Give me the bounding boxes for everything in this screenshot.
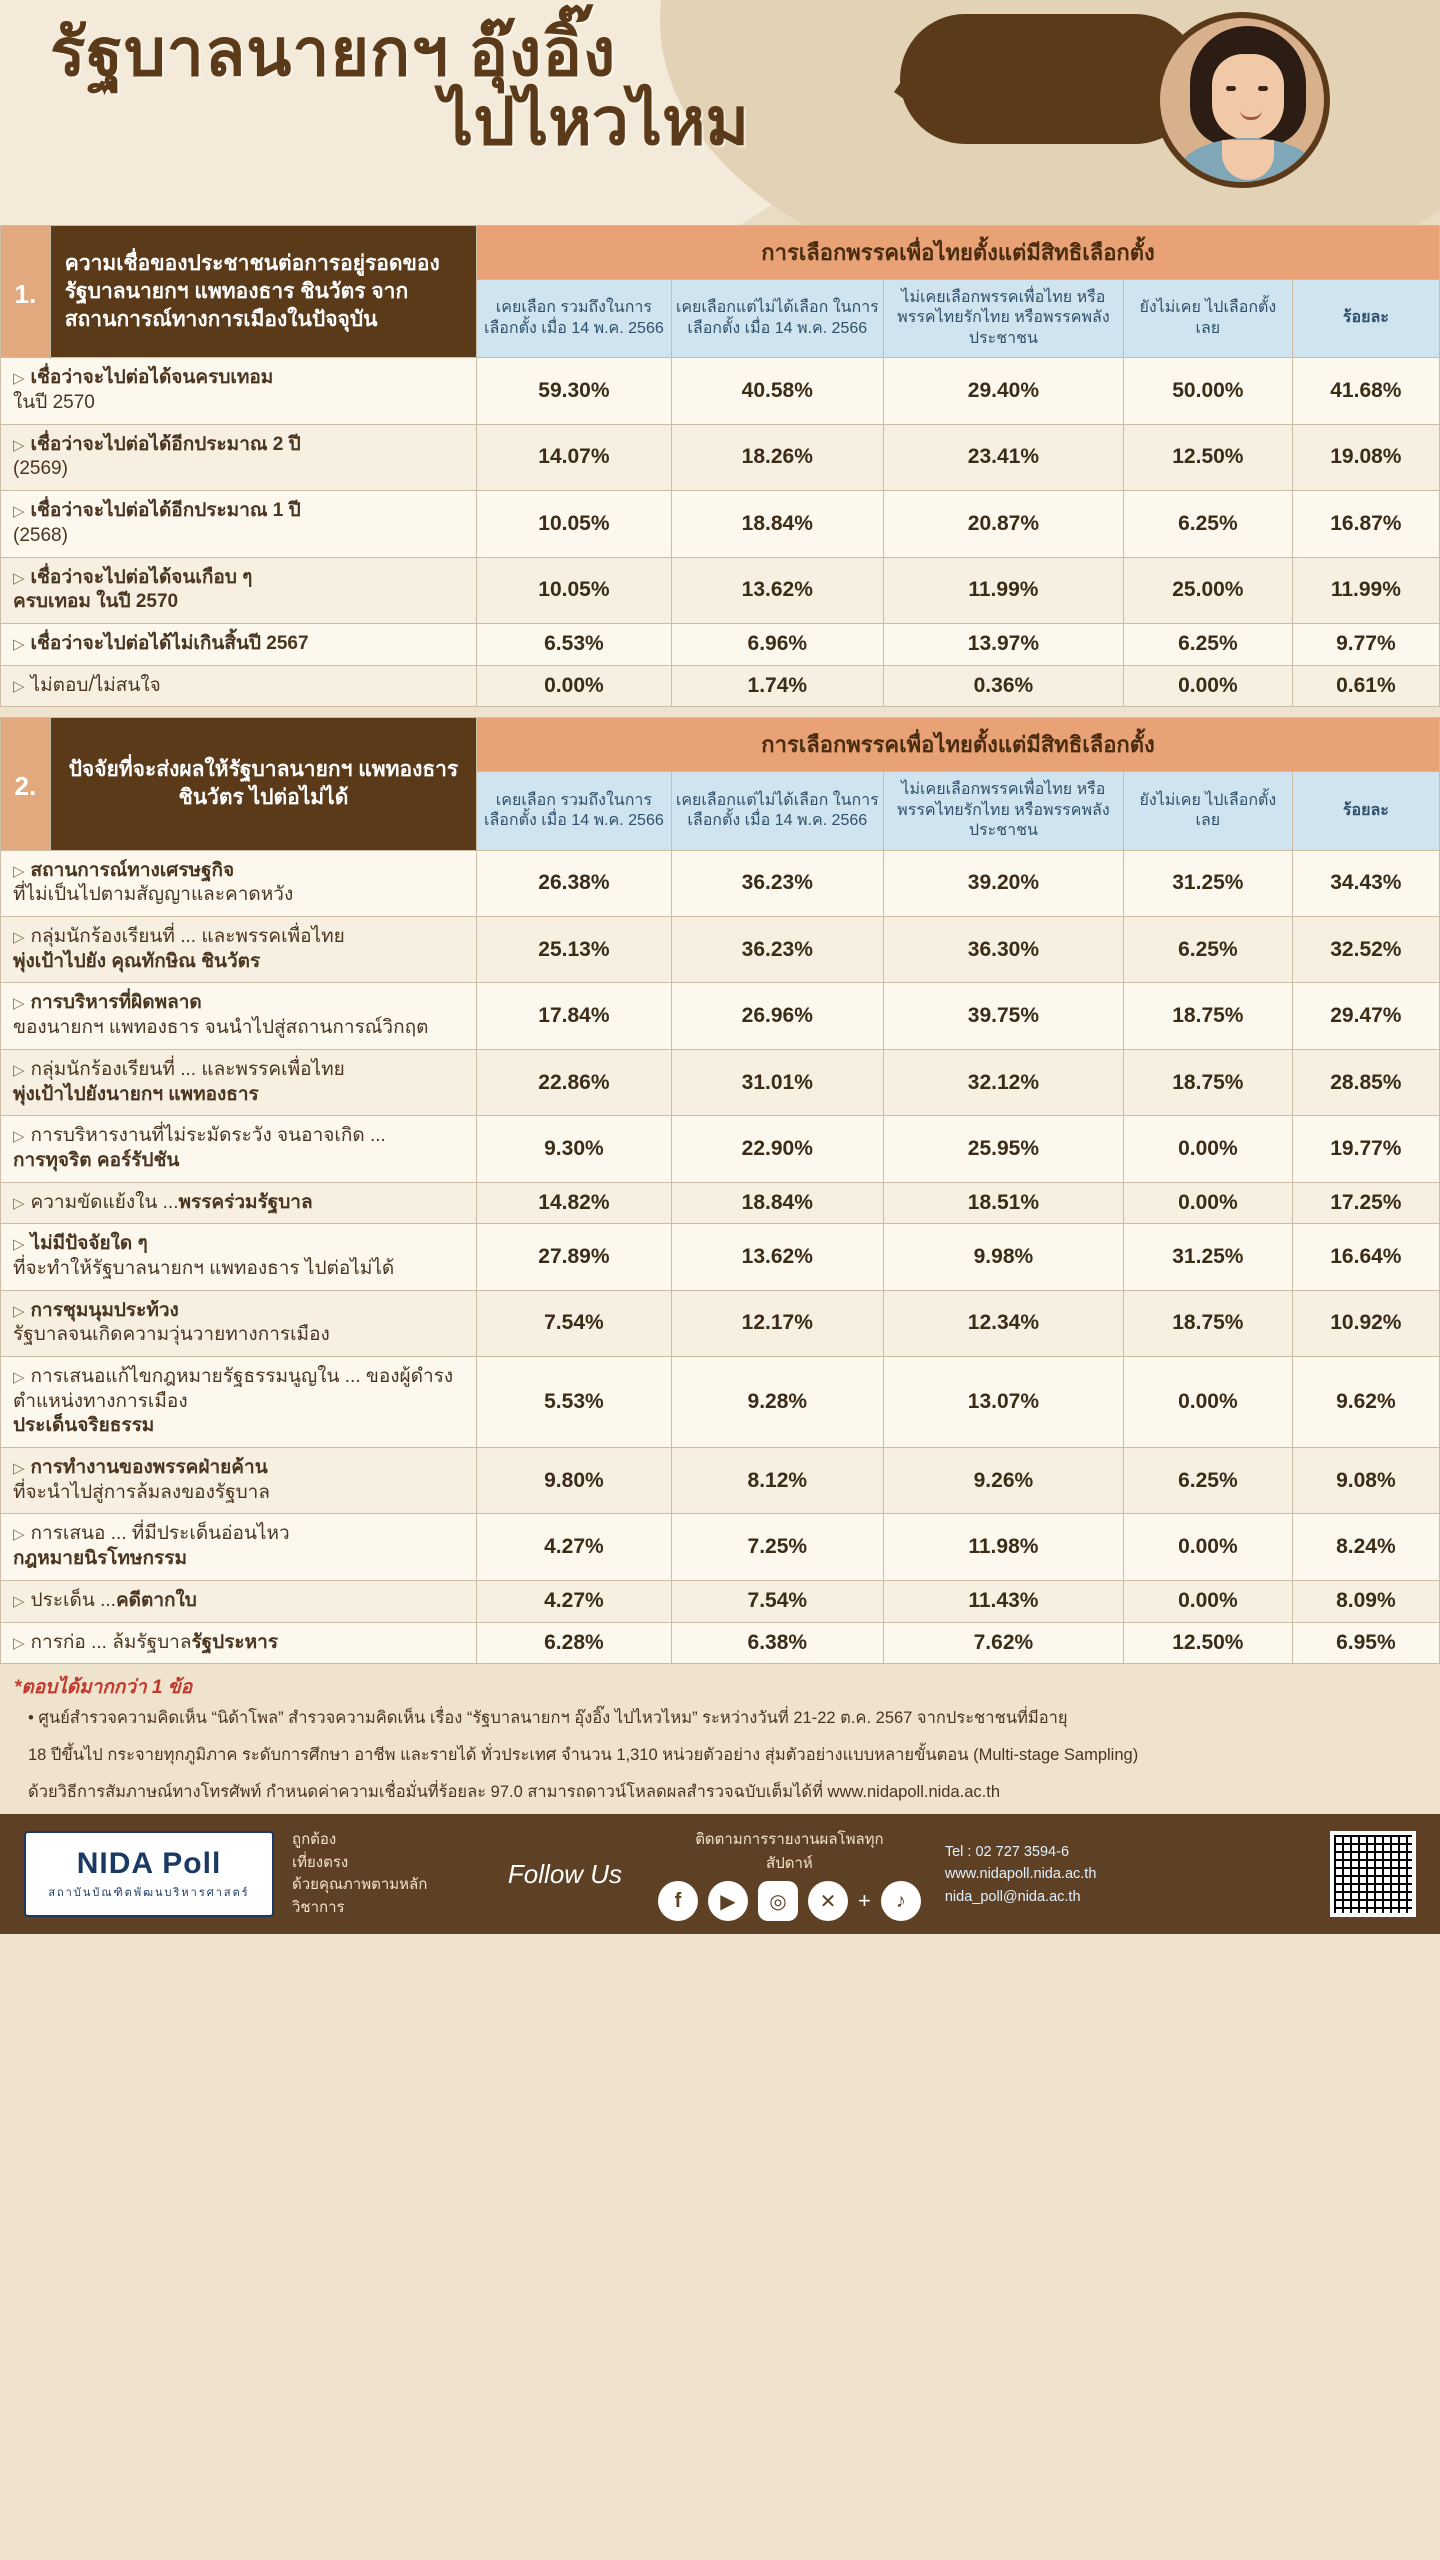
cell-value: 26.96% [671, 983, 883, 1049]
table-row [1, 1290, 1440, 1356]
triangle-icon: ▷ [13, 1369, 25, 1386]
row-label: ▷ การบริหารที่ผิดพลาด ของนายกฯ แพทองธาร จนนำไปสู่สถานการณ์วิกฤต [1, 983, 477, 1049]
cell-value: 6.95% [1292, 1622, 1439, 1664]
cell-value: 13.97% [883, 623, 1123, 665]
cell-value: 50.00% [1123, 358, 1292, 424]
row-label: ▷ การเสนอแก้ไขกฎหมายรัฐธรรมนูญใน ... ของผู้ดำรงตำแหน่งทางการเมือง ประเด็นจริยธรรม [1, 1357, 477, 1448]
cell-value: 10.05% [477, 491, 672, 557]
cell-value: 23.41% [883, 424, 1123, 490]
cell-value: 4.27% [477, 1580, 672, 1622]
cell-value: 29.47% [1292, 983, 1439, 1049]
contact-website[interactable]: www.nidapoll.nida.ac.th [944, 1866, 1097, 1883]
section-2-number: 2. [1, 718, 51, 850]
col-head-2: เคยเลือกแต่ไม่ได้เลือก ในการเลือกตั้ง เมื่อ 14 พ.ค. 2566 [671, 772, 883, 850]
cell-value: 40.58% [671, 358, 883, 424]
table-row [1, 1357, 1440, 1448]
section-2-table [0, 717, 1440, 1664]
table-row [1, 1580, 1440, 1622]
cell-value: 28.85% [1292, 1049, 1439, 1115]
table-row [1, 1049, 1440, 1115]
section-2-band: การเลือกพรรคเพื่อไทยตั้งแต่มีสิทธิเลือกตั้ง [477, 718, 1440, 772]
cell-value: 14.07% [477, 424, 672, 490]
cell-value: 0.00% [1123, 1514, 1292, 1580]
cell-value: 11.98% [883, 1514, 1123, 1580]
cell-value: 25.95% [883, 1116, 1123, 1182]
cell-value: 10.92% [1292, 1290, 1439, 1356]
table-row [1, 1514, 1440, 1580]
survey-note-line-3: ด้วยวิธีการสัมภาษณ์ทางโทรศัพท์ กำหนดค่าความเชื่อมั่นที่ร้อยละ 97.0 สามารถดาวน์โหลดผลสำรวจฉบับเต็มได้ที่ www.nidapoll.nida.ac.th [28, 1782, 1000, 1801]
col-head-5: ร้อยละ [1292, 280, 1439, 358]
cell-value: 41.68% [1292, 358, 1439, 424]
triangle-icon: ▷ [13, 370, 25, 388]
col-head-1: เคยเลือก รวมถึงในการเลือกตั้ง เมื่อ 14 พ.ค. 2566 [477, 280, 672, 358]
cell-value: 13.62% [671, 1224, 883, 1290]
cell-value: 17.84% [477, 983, 672, 1049]
slogan-line-2: เที่ยงตรง [292, 1853, 349, 1871]
row-label: ▷ กลุ่มนักร้องเรียนที่ ... และพรรคเพื่อไทย พุ่งเป้าไปยังนายกฯ แพทองธาร [1, 1049, 477, 1115]
table-row [1, 983, 1440, 1049]
table-row [1, 1224, 1440, 1290]
cell-value: 6.28% [477, 1622, 672, 1664]
multi-answer-note: *ตอบได้มากกว่า 1 ข้อ [14, 1677, 193, 1699]
avatar-face [1212, 54, 1284, 140]
avatar-eye-left [1226, 86, 1236, 91]
cell-value: 39.75% [883, 983, 1123, 1049]
cell-value: 22.90% [671, 1116, 883, 1182]
row-label: ▷ การบริหารงานที่ไม่ระมัดระวัง จนอาจเกิด ... การทุจริต คอร์รัปชัน [1, 1116, 477, 1182]
row-label: ▷ กลุ่มนักร้องเรียนที่ ... และพรรคเพื่อไทย พุ่งเป้าไปยัง คุณทักษิณ ชินวัตร [1, 917, 477, 983]
cell-value: 18.84% [671, 1182, 883, 1224]
cell-value: 32.12% [883, 1049, 1123, 1115]
cell-value: 22.86% [477, 1049, 672, 1115]
row-label: ▷ เชื่อว่าจะไปต่อได้จนครบเทอม ในปี 2570 [1, 358, 477, 424]
section-1-band: การเลือกพรรคเพื่อไทยตั้งแต่มีสิทธิเลือกตั้ง [477, 226, 1440, 280]
triangle-icon: ▷ [13, 569, 25, 587]
triangle-icon: ▷ [13, 436, 25, 454]
triangle-icon: ▷ [13, 862, 25, 880]
cell-value: 5.53% [477, 1357, 672, 1448]
cell-value: 12.50% [1123, 424, 1292, 490]
triangle-icon: ▷ [13, 995, 25, 1013]
triangle-icon: ▷ [13, 1634, 25, 1652]
title-line-1: รัฐบาลนายกฯ อุ๊งอิ๊ง [50, 15, 617, 89]
section-1 [0, 225, 1440, 707]
cell-value: 0.00% [1123, 1357, 1292, 1448]
cell-value: 59.30% [477, 358, 672, 424]
cell-value: 9.62% [1292, 1357, 1439, 1448]
triangle-icon: ▷ [13, 1128, 25, 1146]
plus-icon: + [858, 1888, 871, 1914]
cell-value: 25.00% [1123, 557, 1292, 623]
cell-value: 6.25% [1123, 491, 1292, 557]
cell-value: 0.36% [883, 665, 1123, 707]
slogan [292, 1829, 472, 1919]
row-label: ▷ ประเด็น ...คดีตากใบ [1, 1580, 477, 1622]
weekly-report-label: ติดตามการรายงานผลโพลทุกสัปดาห์ [695, 1831, 884, 1873]
slogan-line-1: ถูกต้อง [292, 1831, 337, 1849]
cell-value: 32.52% [1292, 917, 1439, 983]
cell-value: 26.38% [477, 850, 672, 916]
cell-value: 6.25% [1123, 1448, 1292, 1514]
logo-tagline: สถาบันบัณฑิตพัฒนบริหารศาสตร์ [48, 1887, 250, 1900]
cell-value: 31.25% [1123, 1224, 1292, 1290]
cell-value: 9.77% [1292, 623, 1439, 665]
col-head-3: ไม่เคยเลือกพรรคเพื่อไทย หรือพรรคไทยรักไทย หรือพรรคพลังประชาชน [883, 772, 1123, 850]
section-1-question: ความเชื่อของประชาชนต่อการอยู่รอดของรัฐบาลนายกฯ แพทองธาร ชินวัตร จากสถานการณ์ทางการเมืองในปัจจุบัน [50, 226, 476, 358]
avatar [1154, 12, 1330, 188]
cell-value: 10.05% [477, 557, 672, 623]
table-row [1, 917, 1440, 983]
cell-value: 6.25% [1123, 623, 1292, 665]
row-label: ▷ เชื่อว่าจะไปต่อได้ไม่เกินสิ้นปี 2567 [1, 623, 477, 665]
cell-value: 0.00% [1123, 1580, 1292, 1622]
row-label: ▷ การชุมนุมประท้วง รัฐบาลจนเกิดความวุ่นวายทางการเมือง [1, 1290, 477, 1356]
cell-value: 12.34% [883, 1290, 1123, 1356]
cell-value: 9.08% [1292, 1448, 1439, 1514]
col-head-2: เคยเลือกแต่ไม่ได้เลือก ในการเลือกตั้ง เมื่อ 14 พ.ค. 2566 [671, 280, 883, 358]
cell-value: 6.38% [671, 1622, 883, 1664]
cell-value: 0.61% [1292, 665, 1439, 707]
qr-code[interactable] [1330, 1831, 1416, 1917]
cell-value: 0.00% [1123, 665, 1292, 707]
table-row [1, 1622, 1440, 1664]
cell-value: 0.00% [1123, 1182, 1292, 1224]
cell-value: 7.25% [671, 1514, 883, 1580]
row-label: ▷ การเสนอ ... ที่มีประเด็นอ่อนไหว กฎหมายนิรโทษกรรม [1, 1514, 477, 1580]
footer-bar [0, 1814, 1440, 1934]
instagram-icon[interactable]: ◎ [758, 1881, 798, 1921]
tiktok-icon[interactable]: ♪ [881, 1881, 921, 1921]
cell-value: 8.24% [1292, 1514, 1439, 1580]
col-head-4: ยังไม่เคย ไปเลือกตั้งเลย [1123, 772, 1292, 850]
cell-value: 19.08% [1292, 424, 1439, 490]
cell-value: 36.23% [671, 917, 883, 983]
cell-value: 14.82% [477, 1182, 672, 1224]
col-head-5: ร้อยละ [1292, 772, 1439, 850]
cell-value: 13.62% [671, 557, 883, 623]
cell-value: 39.20% [883, 850, 1123, 916]
cell-value: 11.99% [1292, 557, 1439, 623]
title-line-2: ไปไหวไหม [440, 84, 750, 159]
survey-note-line-2: 18 ปีขึ้นไป กระจายทุกภูมิภาค ระดับการศึกษา อาชีพ และรายได้ ทั่วประเทศ จำนวน 1,310 หน่วยตัวอย่าง สุ่มตัวอย่างแบบหลายขั้นตอน (Multi-stage Sampling) [28, 1745, 1139, 1764]
triangle-icon: ▷ [13, 635, 25, 653]
triangle-icon: ▷ [13, 1302, 25, 1320]
cell-value: 0.00% [1123, 1116, 1292, 1182]
cell-value: 9.26% [883, 1448, 1123, 1514]
table-row [1, 850, 1440, 916]
table-row [1, 1116, 1440, 1182]
cell-value: 11.99% [883, 557, 1123, 623]
cell-value: 8.12% [671, 1448, 883, 1514]
cell-value: 17.25% [1292, 1182, 1439, 1224]
cell-value: 25.13% [477, 917, 672, 983]
cell-value: 16.87% [1292, 491, 1439, 557]
cell-value: 9.80% [477, 1448, 672, 1514]
cell-value: 19.77% [1292, 1116, 1439, 1182]
follow-us-label: Follow Us [507, 1858, 623, 1889]
cell-value: 7.54% [671, 1580, 883, 1622]
table-row [1, 358, 1440, 424]
cell-value: 18.75% [1123, 1290, 1292, 1356]
cell-value: 18.75% [1123, 1049, 1292, 1115]
section-2-question: ปัจจัยที่จะส่งผลให้รัฐบาลนายกฯ แพทองธาร ชินวัตร ไปต่อไม่ได้ [50, 718, 476, 850]
cell-value: 9.98% [883, 1224, 1123, 1290]
cell-value: 36.30% [883, 917, 1123, 983]
survey-note-line-1: • ศูนย์สำรวจความคิดเห็น “นิด้าโพล” สำรวจความคิดเห็น เรื่อง “รัฐบาลนายกฯ อุ๊งอิ๊ง ไปไหวไหม” ระหว่างวันที่ 21-22 ต.ค. 2567 จากประชาชนที่มีอายุ [28, 1709, 1068, 1728]
row-label: ▷ ไม่ตอบ/ไม่สนใจ [1, 665, 477, 707]
cell-value: 27.89% [477, 1224, 672, 1290]
cell-value: 18.51% [883, 1182, 1123, 1224]
col-head-3: ไม่เคยเลือกพรรคเพื่อไทย หรือพรรคไทยรักไทย หรือพรรคพลังประชาชน [883, 280, 1123, 358]
cell-value: 31.25% [1123, 850, 1292, 916]
row-label: ▷ เชื่อว่าจะไปต่อได้อีกประมาณ 2 ปี (2569) [1, 424, 477, 490]
header [0, 0, 1440, 225]
col-head-4: ยังไม่เคย ไปเลือกตั้งเลย [1123, 280, 1292, 358]
table-row [1, 557, 1440, 623]
contact-email[interactable]: nida_poll@nida.ac.th [944, 1888, 1081, 1905]
youtube-icon[interactable]: ▶ [708, 1881, 748, 1921]
cell-value: 6.25% [1123, 917, 1292, 983]
section-1-number: 1. [1, 226, 51, 358]
section-gap [0, 707, 1440, 717]
cell-value: 29.40% [883, 358, 1123, 424]
cell-value: 11.43% [883, 1580, 1123, 1622]
triangle-icon: ▷ [13, 1592, 25, 1610]
row-label: ▷ การก่อ ... ล้มรัฐบาลรัฐประหาร [1, 1622, 477, 1664]
table-row [1, 1182, 1440, 1224]
cell-value: 1.74% [671, 665, 883, 707]
triangle-icon: ▷ [13, 1526, 25, 1544]
row-label: ▷ เชื่อว่าจะไปต่อได้จนเกือบ ๆ ครบเทอม ในปี 2570 [1, 557, 477, 623]
contact-tel: Tel : 02 727 3594-6 [944, 1843, 1070, 1860]
triangle-icon: ▷ [13, 1236, 25, 1254]
triangle-icon: ▷ [13, 1061, 25, 1079]
slogan-line-3: ด้วยคุณภาพตามหลักวิชาการ [292, 1876, 428, 1916]
logo-name: NIDA Poll [76, 1847, 222, 1881]
cell-value: 6.96% [671, 623, 883, 665]
section-2 [0, 717, 1440, 1664]
cell-value: 7.62% [883, 1622, 1123, 1664]
table-row [1, 491, 1440, 557]
triangle-icon: ▷ [13, 1194, 25, 1212]
cell-value: 36.23% [671, 850, 883, 916]
cell-value: 9.28% [671, 1357, 883, 1448]
cell-value: 12.17% [671, 1290, 883, 1356]
cell-value: 9.30% [477, 1116, 672, 1182]
triangle-icon: ▷ [13, 929, 25, 947]
table-row [1, 665, 1440, 707]
table-row [1, 623, 1440, 665]
cell-value: 6.53% [477, 623, 672, 665]
cell-value: 4.27% [477, 1514, 672, 1580]
row-label: ▷ เชื่อว่าจะไปต่อได้อีกประมาณ 1 ปี (2568) [1, 491, 477, 557]
contact-info [945, 1841, 1097, 1908]
cell-value: 18.26% [671, 424, 883, 490]
cell-value: 20.87% [883, 491, 1123, 557]
triangle-icon: ▷ [13, 503, 25, 521]
cell-value: 12.50% [1123, 1622, 1292, 1664]
cell-value: 34.43% [1292, 850, 1439, 916]
col-head-1: เคยเลือก รวมถึงในการเลือกตั้ง เมื่อ 14 พ.ค. 2566 [477, 772, 672, 850]
row-label: ▷ ความขัดแย้งใน ...พรรคร่วมรัฐบาล [1, 1182, 477, 1224]
row-label: ▷ สถานการณ์ทางเศรษฐกิจ ที่ไม่เป็นไปตามสัญญาและคาดหวัง [1, 850, 477, 916]
cell-value: 13.07% [883, 1357, 1123, 1448]
table-row [1, 424, 1440, 490]
table-row [1, 1448, 1440, 1514]
x-icon[interactable]: ✕ [808, 1881, 848, 1921]
cell-value: 18.75% [1123, 983, 1292, 1049]
cell-value: 7.54% [477, 1290, 672, 1356]
cell-value: 16.64% [1292, 1224, 1439, 1290]
section-1-table [0, 225, 1440, 707]
cell-value: 18.84% [671, 491, 883, 557]
social-links [658, 1881, 921, 1921]
avatar-eye-right [1258, 86, 1268, 91]
row-label: ▷ ไม่มีปัจจัยใด ๆ ที่จะทำให้รัฐบาลนายกฯ แพทองธาร ไปต่อไม่ได้ [1, 1224, 477, 1290]
triangle-icon: ▷ [13, 677, 25, 695]
cell-value: 8.09% [1292, 1580, 1439, 1622]
cell-value: 0.00% [477, 665, 672, 707]
facebook-icon[interactable]: f [658, 1881, 698, 1921]
nida-poll-logo [24, 1831, 274, 1917]
row-label: ▷ การทำงานของพรรคฝ่ายค้าน ที่จะนำไปสู่การล้มลงของรัฐบาล [1, 1448, 477, 1514]
cell-value: 31.01% [671, 1049, 883, 1115]
triangle-icon: ▷ [13, 1460, 25, 1478]
